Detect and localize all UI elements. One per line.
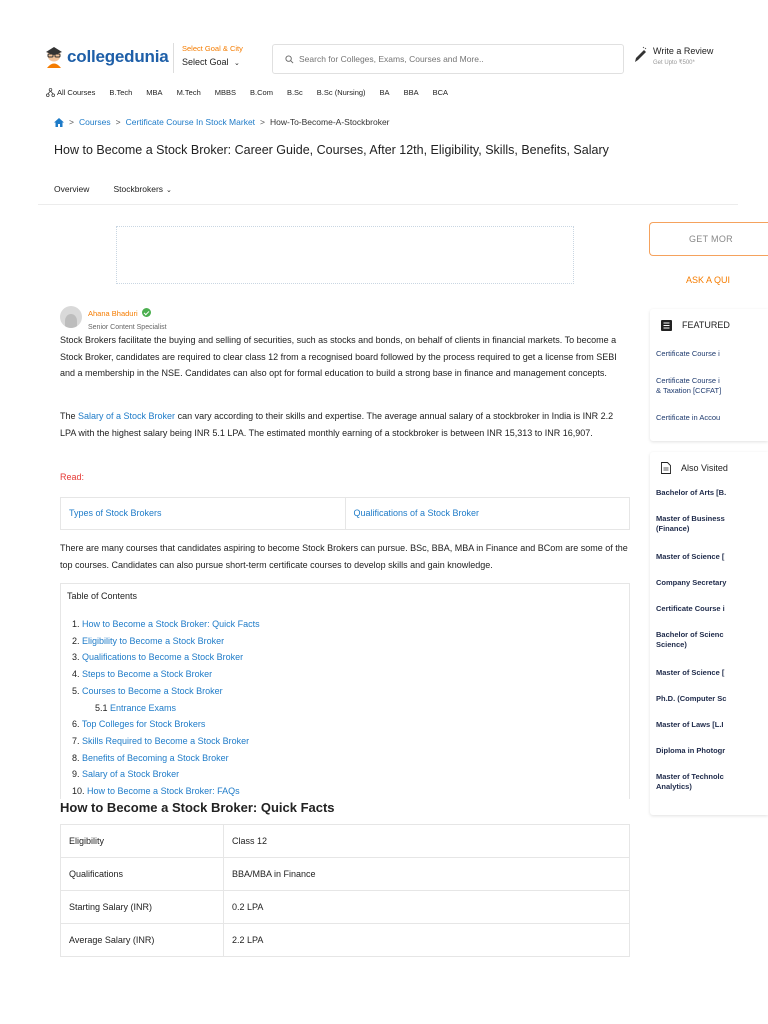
all-courses-link[interactable] (46, 88, 95, 97)
read-link-qualifications[interactable]: Qualifications of a Stock Broker (345, 498, 630, 529)
course-nav (46, 88, 462, 97)
visited-item-line: Certificate Course i (656, 604, 725, 613)
table-cell: Starting Salary (INR) (61, 891, 224, 924)
nav-item[interactable]: BCA (432, 88, 448, 97)
featured-item[interactable] (650, 375, 768, 413)
toc-num: 3. (72, 652, 80, 663)
toc-subitem (72, 700, 260, 717)
toc-item (72, 783, 260, 800)
visited-header (650, 452, 768, 484)
visited-item[interactable] (650, 772, 768, 798)
intro-paragraph: Stock Brokers facilitate the buying and selling of securities, such as stocks and bonds, on behalf of clients in financial markets. To become a Stock Broker, candidates are required to clear class 12 from a recognised board followed by the process required to get a license from SEBI and a membership in the NSE. Candidates can also opt for formal education to build a strong base in finance and management concepts. (60, 335, 617, 378)
avatar[interactable] (60, 306, 82, 328)
visited-item[interactable] (650, 514, 768, 552)
breadcrumb-certificate-course[interactable]: Certificate Course In Stock Market (125, 117, 256, 127)
featured-header (650, 309, 768, 341)
visited-title: Also Visited (681, 463, 728, 473)
toc-num: 8. (72, 752, 80, 763)
read-link-types[interactable]: Types of Stock Brokers (69, 508, 162, 518)
tab-stockbrokers-label: Stockbrokers (113, 184, 164, 194)
table-row (61, 825, 630, 858)
table-of-contents (60, 583, 630, 799)
visited-item-line: Master of Science [ (656, 552, 725, 561)
document-icon (661, 462, 671, 474)
review-title: Write a Review (653, 46, 714, 56)
header-divider (173, 43, 174, 73)
nav-item[interactable]: BBA (403, 88, 419, 97)
toc-link[interactable]: Courses to Become a Stock Broker (82, 685, 223, 696)
table-cell: Average Salary (INR) (61, 924, 224, 957)
visited-item[interactable] (650, 604, 768, 630)
nav-item[interactable]: MBBS (214, 88, 237, 97)
all-courses-label: All Courses (57, 88, 96, 97)
visited-item-line: Master of Science [ (656, 668, 725, 677)
ad-placeholder (116, 226, 574, 284)
nav-item[interactable]: BA (379, 88, 390, 97)
visited-item[interactable] (650, 552, 768, 578)
review-subtitle: Get Upto ₹500* (653, 60, 695, 66)
caret-down-icon: ⌄ (166, 187, 172, 194)
table-cell: 0.2 LPA (224, 891, 630, 924)
toc-item (72, 750, 260, 767)
visited-item[interactable] (650, 694, 768, 720)
search-input[interactable] (299, 54, 599, 64)
visited-item[interactable] (650, 488, 768, 514)
visited-item-line: Ph.D. (Computer Sc (656, 694, 727, 703)
featured-item-line: Certificate Course i (656, 376, 720, 385)
visited-item-line: Master of Laws [L.I (656, 720, 724, 729)
visited-item[interactable] (650, 720, 768, 746)
salary-link[interactable]: Salary of a Stock Broker (78, 411, 176, 421)
visited-item-line: Science) (656, 640, 687, 649)
salary-paragraph-text: can vary according to their skills and expertise. The average annual salary of a stockbroker in India is INR 2.2 LPA with the highest salary being INR 5.1 LPA. The estimated monthly earning of a stockbroker is between INR 15,313 to INR 16,907. (60, 411, 614, 438)
table-cell: Eligibility (61, 825, 224, 858)
table-cell: BBA/MBA in Finance (224, 858, 630, 891)
read-links-table (60, 497, 630, 530)
table-row (61, 891, 630, 924)
toc-link[interactable]: How to Become a Stock Broker: Quick Facts (82, 619, 260, 629)
toc-num: 1. (72, 619, 80, 629)
toc-num: 7. (72, 735, 80, 746)
list-icon (661, 320, 672, 331)
toc-link[interactable]: How to Become a Stock Broker: FAQs (87, 786, 240, 797)
quick-facts-table (60, 824, 630, 957)
page-tabs (54, 184, 196, 194)
breadcrumb-courses[interactable]: Courses (78, 117, 111, 127)
toc-link[interactable]: Entrance Exams (110, 702, 177, 713)
toc-num: 4. (72, 669, 80, 680)
logo-text: collegedunia (67, 47, 169, 66)
also-visited-card (650, 452, 768, 815)
breadcrumb (54, 117, 390, 127)
toc-link[interactable]: Benefits of Becoming a Stock Broker (82, 752, 229, 763)
visited-item-line: Company Secretary (656, 578, 727, 587)
author-name[interactable]: Ahana Bhaduri (88, 309, 138, 318)
salary-paragraph-prefix: The (60, 411, 79, 421)
toc-link[interactable]: Qualifications to Become a Stock Broker (82, 652, 244, 663)
toc-item (72, 766, 260, 783)
visited-item-line: Master of Business (656, 514, 725, 523)
toc-item (72, 616, 260, 633)
breadcrumb-separator: > (115, 117, 121, 127)
chevron-down-icon: ⌄ (234, 60, 240, 67)
breadcrumb-separator: > (260, 117, 265, 127)
toc-item (72, 733, 260, 750)
toc-item (72, 716, 260, 733)
featured-item[interactable] (650, 413, 768, 439)
toc-item (72, 683, 260, 700)
breadcrumb-separator: > (69, 117, 74, 127)
toc-link[interactable]: Skills Required to Become a Stock Broker (82, 735, 250, 746)
nav-item[interactable]: MBA (146, 88, 163, 97)
goal-city-label: Select Goal & City (182, 44, 243, 53)
quick-facts-heading: How to Become a Stock Broker: Quick Facts (60, 800, 335, 815)
table-cell: Qualifications (61, 858, 224, 891)
featured-title: FEATURED (682, 320, 730, 330)
home-icon[interactable] (54, 118, 64, 127)
goal-select-value: Select Goal (182, 57, 229, 67)
featured-item-line: Certificate in Accou (656, 413, 721, 422)
toc-num: 2. (72, 635, 80, 646)
ask-question-link[interactable]: ASK A QUI (686, 275, 731, 285)
toc-item (72, 633, 260, 650)
nav-item[interactable]: B.Sc (286, 88, 303, 97)
tab-overview[interactable]: Overview (54, 184, 90, 194)
search-icon (285, 55, 294, 64)
visited-item-line: Diploma in Photogr (656, 746, 726, 755)
goal-selector[interactable] (182, 44, 243, 67)
featured-courses-card (650, 309, 768, 441)
author-block (60, 303, 167, 331)
visited-item[interactable] (650, 746, 768, 772)
visited-item-line: Master of Technolc (656, 772, 724, 781)
visited-item[interactable] (650, 630, 768, 668)
verified-check-icon (142, 308, 151, 317)
courses-paragraph: There are many courses that candidates aspiring to become Stock Brokers can pursue. BSc, BBA, MBA in Finance and BCom are some of the top courses. Candidates can also pursue short-term certificate courses to develop skills and gain knowledge. (60, 543, 628, 570)
visited-item[interactable] (650, 578, 768, 604)
toc-link[interactable]: Salary of a Stock Broker (82, 769, 180, 780)
visited-item-line: Bachelor of Arts [B. (656, 488, 727, 497)
salary-paragraph (60, 408, 630, 441)
toc-item (72, 649, 260, 666)
featured-item[interactable] (650, 349, 768, 375)
mascot-logo-icon (44, 46, 64, 68)
toc-num: 5.1 (95, 702, 108, 713)
visited-item-line: Analytics) (656, 782, 692, 791)
toc-link[interactable]: Top Colleges for Stock Brokers (81, 719, 206, 730)
toc-title: Table of Contents (67, 591, 138, 601)
visited-item[interactable] (650, 668, 768, 694)
pen-icon (633, 46, 647, 64)
page-title: How to Become a Stock Broker: Career Guide, Courses, After 12th, Eligibility, Skills, Benefits, Salary (54, 143, 609, 157)
nav-item[interactable]: B.Sc (Nursing) (316, 88, 366, 97)
nav-item[interactable]: M.Tech (176, 88, 201, 97)
table-cell: 2.2 LPA (224, 924, 630, 957)
nav-item[interactable]: B.Com (250, 88, 273, 97)
toc-list (72, 616, 260, 800)
breadcrumb-current: How-To-Become-A-Stockbroker (270, 117, 390, 127)
nav-item[interactable]: B.Tech (109, 88, 133, 97)
visited-item-line: (Finance) (656, 524, 690, 533)
get-more-info-button[interactable]: GET MOR (649, 222, 768, 256)
search-bar[interactable] (272, 44, 624, 74)
author-role: Senior Content Specialist (88, 324, 167, 331)
table-row (61, 858, 630, 891)
logo[interactable] (44, 46, 169, 68)
write-review-button[interactable] (633, 46, 713, 66)
read-label: Read: (60, 472, 85, 482)
featured-item-line: Certificate Course i (656, 349, 720, 358)
toc-num: 10. (72, 786, 85, 797)
site-header (0, 0, 768, 80)
featured-item-line: & Taxation [CCFAT] (656, 386, 722, 395)
table-row (61, 924, 630, 957)
toc-link[interactable]: Eligibility to Become a Stock Broker (82, 635, 225, 646)
toc-num: 9. (72, 769, 80, 780)
goal-select[interactable] (182, 57, 243, 67)
hierarchy-icon (46, 88, 55, 97)
table-cell: Class 12 (224, 825, 630, 858)
visited-item-line: Bachelor of Scienc (656, 630, 724, 639)
toc-num: 6. (72, 719, 80, 730)
toc-num: 5. (72, 685, 80, 696)
toc-link[interactable]: Steps to Become a Stock Broker (82, 669, 213, 680)
tab-stockbrokers[interactable] (113, 184, 171, 194)
toc-item (72, 666, 260, 683)
tabs-divider (38, 204, 738, 205)
